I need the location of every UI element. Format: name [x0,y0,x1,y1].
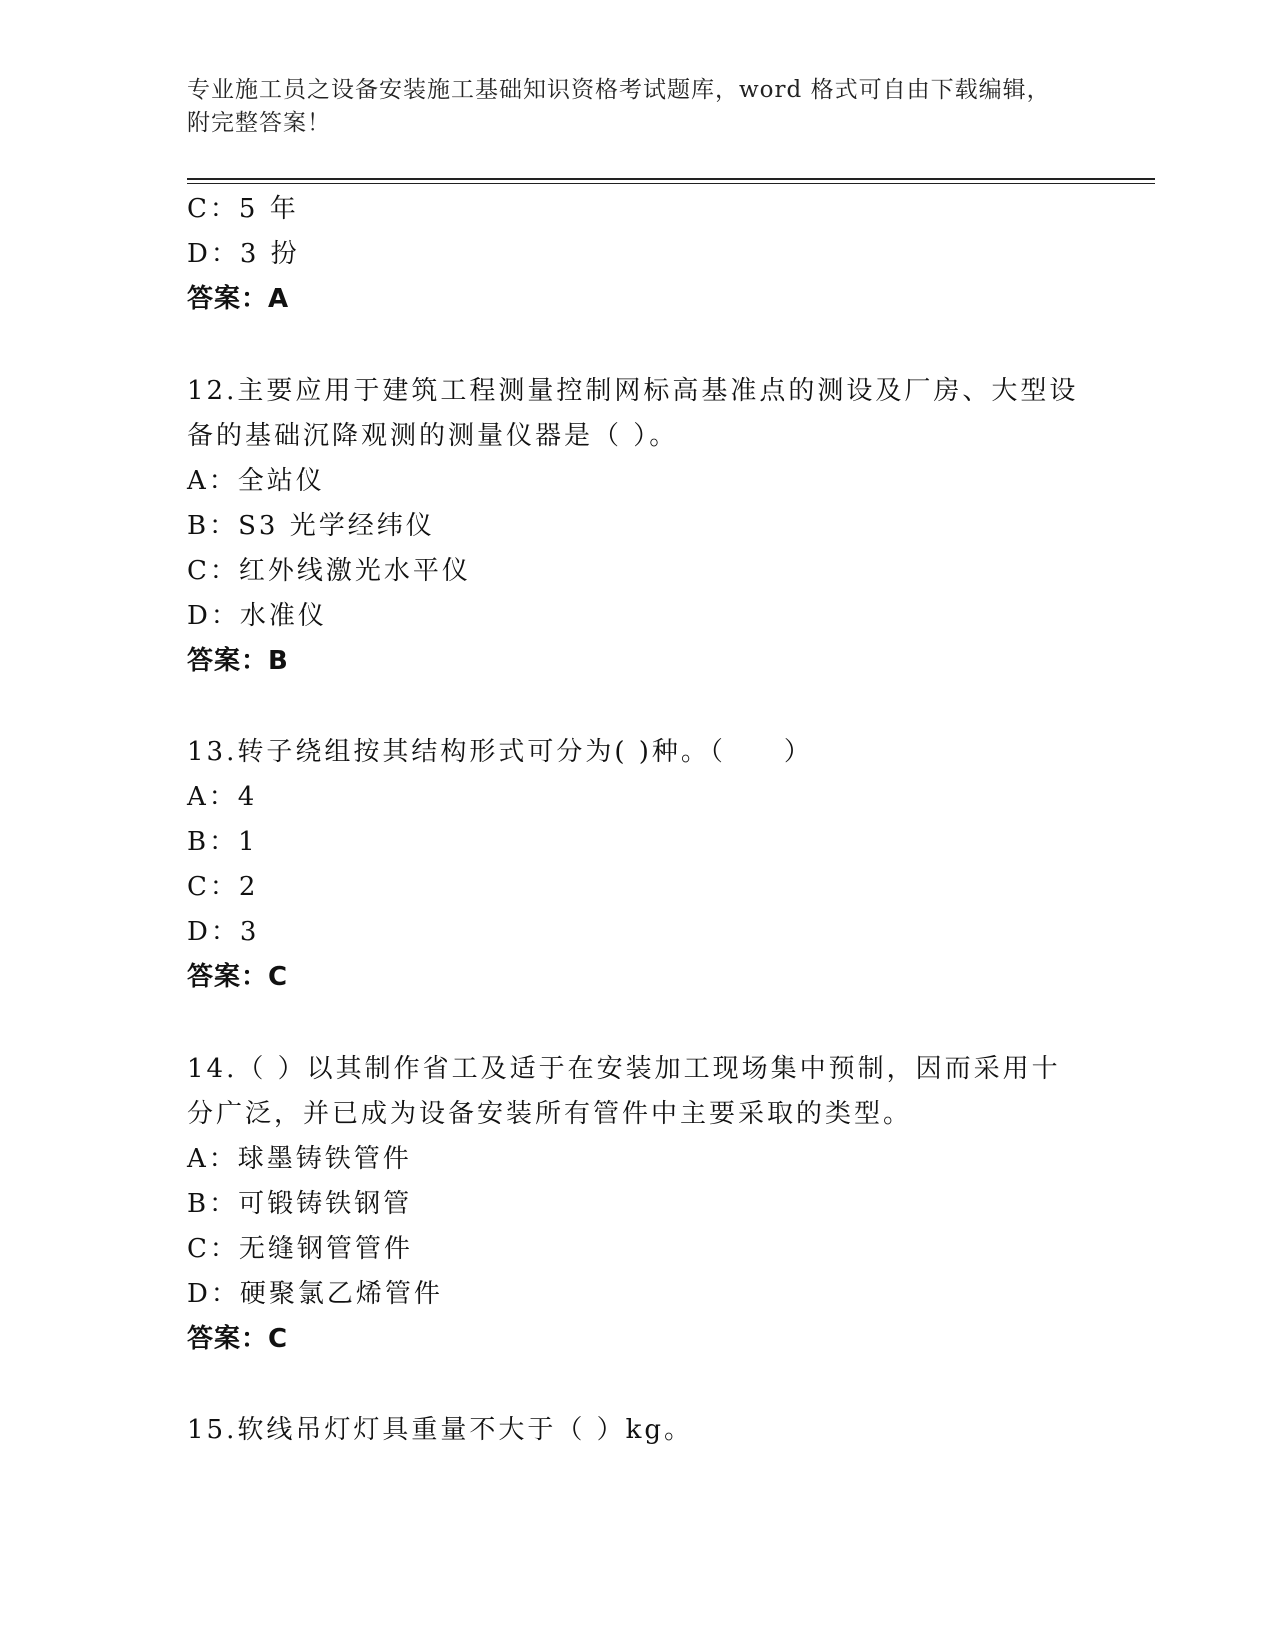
q13-option-c: C：2 [187,872,259,902]
q13-answer: 答案：C [187,962,289,992]
q14-option-c: C：无缝钢管管件 [187,1234,413,1264]
q14-stem-line-2: 分广泛，并已成为设备安装所有管件中主要采取的类型。 [187,1099,913,1129]
q12-option-a: A：全站仪 [187,466,325,496]
q14-option-d: D：硬聚氯乙烯管件 [187,1279,443,1309]
q12-option-b: B：S3 光学经纬仪 [187,511,435,541]
q14-option-b: B：可锻铸铁钢管 [187,1189,413,1219]
header-rule-thin [187,183,1155,184]
header-line-2: 附完整答案！ [187,110,331,136]
q11-option-d: D：3 扮 [187,239,300,269]
q15-stem-line-1: 15.软线吊灯灯具重量不大于（ ）kg。 [187,1415,694,1445]
q14-stem-line-1: 14.（ ）以其制作省工及适于在安装加工现场集中预制，因而采用十 [187,1054,1061,1084]
q11-answer: 答案：A [187,284,290,314]
q12-answer: 答案：B [187,646,289,676]
header-line-1: 专业施工员之设备安装施工基础知识资格考试题库，word 格式可自由下载编辑， [187,77,1051,103]
q12-option-d: D：水准仪 [187,601,327,631]
q14-option-a: A：球墨铸铁管件 [187,1144,412,1174]
q14-answer: 答案：C [187,1324,289,1354]
q13-stem-line-1: 13.转子绕组按其结构形式可分为( )种。（ ） [187,737,813,767]
document-header [187,74,1087,140]
q13-option-d: D：3 [187,917,260,947]
header-rule-thick [187,178,1155,180]
q12-option-c: C：红外线激光水平仪 [187,556,471,586]
q12-stem-line-1: 12.主要应用于建筑工程测量控制网标高基准点的测设及厂房、大型设 [187,376,1079,406]
q13-option-b: B：1 [187,827,258,857]
q12-stem-line-2: 备的基础沉降观测的测量仪器是（ ）。 [187,421,679,451]
q13-option-a: A：4 [187,782,258,812]
q11-option-c: C：5 年 [187,194,299,224]
